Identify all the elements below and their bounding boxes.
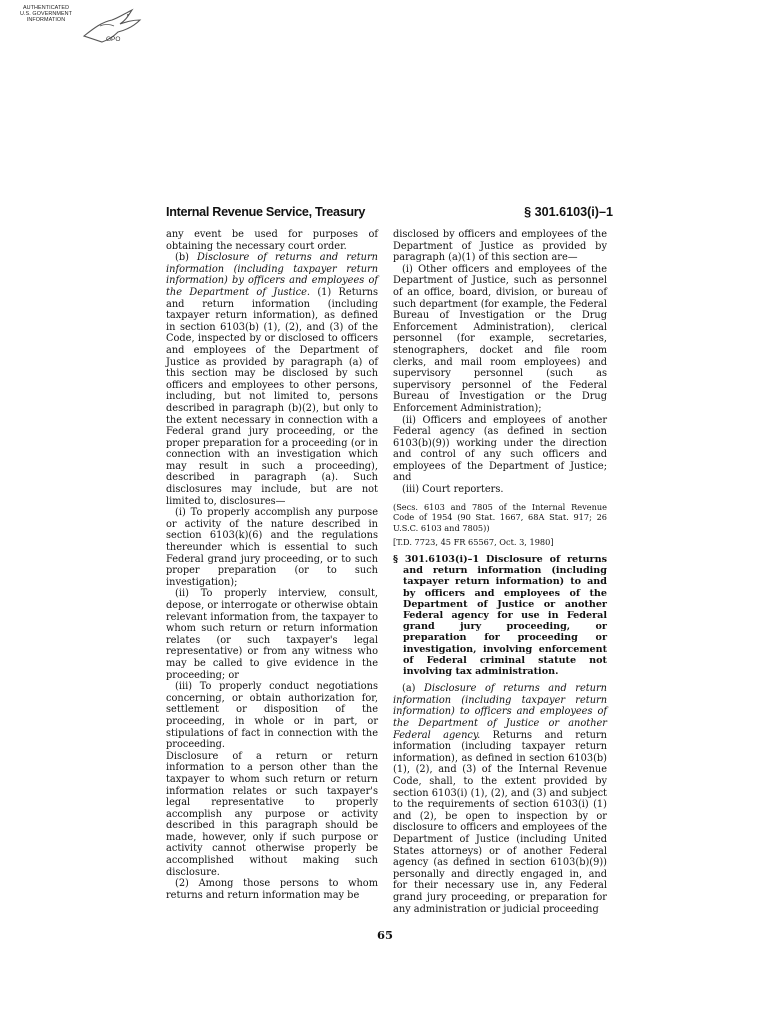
paragraph: any event be used for purposes of obtaining the necessary court order.: [166, 229, 378, 252]
paragraph-text: Returns and return information (including taxpayer return information), as defined in section 6103(b)(1), (2), and (3) of the Internal Revenue Code, shall, to the extent provided by section 6103(i) (1), (2), and (3) and subject to the requirements of section 6103(i) (1) and (2), be open to inspection by or disclosure to officers and employees of the Department of Justice (including United States attorneys) or of another Federal agency (as defined in section 6103(b)(9)) personally and directly engaged in, and for their necessary use in, any Federal grand jury proceeding, or preparation for any administration or judicial proceeding: [393, 729, 607, 915]
seal-line-3: INFORMATION: [26, 16, 66, 23]
paragraph: (i) Other officers and employees of the Department of Justice, such as personnel of an office, board, division, or bureau of such department (for example, the Federal Bureau of Investigation or the Drug Enforcement Administration), clerical personnel (for example, secretaries, stenographers, docket and file room clerks, and mail room employees) and supervisory personnel (such as supervisory personnel of the Federal Bureau of Investigation or the Drug Enforcement Administration);: [393, 263, 607, 414]
paragraph-a: [393, 683, 607, 915]
right-column: [393, 229, 607, 915]
paragraph: (iii) Court reporters.: [402, 484, 504, 496]
paragraph: (iii) To properly conduct negotiations concerning, or obtain authorization for, settlement or disposition of the proceeding, in whole or in part, or stipulations of fact in connection with the proceeding.: [166, 681, 378, 751]
left-column: [166, 229, 378, 901]
paragraph: (i) To properly accomplish any purpose or activity of the nature described in section 6103(k)(6) and the regulations thereunder which is essential to such Federal grand jury proceeding, or to such proper preparation (or to such investigation);: [166, 507, 378, 588]
source-note: [T.D. 7723, 45 FR 65567, Oct. 3, 1980]: [393, 537, 554, 548]
paragraph-b: [166, 252, 378, 507]
paragraph-label: (b): [175, 252, 189, 264]
gpo-authentication-seal: [10, 6, 146, 54]
paragraph-label: (a): [402, 683, 416, 695]
seal-line-1: AUTHENTICATED: [22, 5, 70, 11]
paragraph-text: (1) Returns and return information (including taxpayer return information), as defined in section 6103(b) (1), (2), and (3) of the Code, inspected by or disclosed to officers and employees of the Department of Justice as provided by paragraph (a) of this section may be disclosed by such officers and employees to other persons, including, but not limited to, persons described in paragraph (b)(2), but only to the extent necessary in connection with a Federal grand jury proceeding, or the proper preparation for a proceeding (or in connection with an investigation which may result in such a proceeding), described in paragraph (a). Such disclosures may include, but are not limited to, disclosures—: [166, 286, 378, 507]
paragraph-heading: Disclosure of returns and return information (including taxpayer return information) to officers and employees of the Department of Justice or another Federal agency.: [393, 683, 607, 741]
agency-title: Internal Revenue Service, Treasury: [166, 205, 366, 219]
section-number: § 301.6103(i)–1: [524, 205, 613, 219]
authority-citation: (Secs. 6103 and 7805 of the Internal Revenue Code of 1954 (90 Stat. 1667, 68A Stat. 917; 26 U.S.C. 6103 and 7805)): [393, 501, 607, 533]
gpo-label: GPO: [106, 36, 121, 43]
paragraph-heading: Disclosure of returns and return information (including taxpayer return information) by officers and employees of the Department of Justice.: [166, 252, 378, 298]
seal-line-2: U.S. GOVERNMENT: [19, 10, 73, 17]
eagle-icon: [80, 6, 146, 54]
paragraph: (ii) Officers and employees of another Federal agency (as defined in section 6103(b)(9)) working under the direction and control of any such officers and employees of the Department of Justice; and: [393, 414, 607, 484]
paragraph: (2) Among those persons to whom returns and return information may be: [166, 878, 378, 901]
page-number: 65: [376, 928, 393, 942]
running-head: [166, 205, 613, 223]
paragraph: disclosed by officers and employees of the Department of Justice as provided by paragraph (a)(1) of this section are—: [393, 229, 607, 264]
paragraph: Disclosure of a return or return information to a person other than the taxpayer to whom such return or return information relates or such taxpayer's legal representative to properly accomplish any purpose or activity described in this paragraph should be made, however, only if such purpose or activity cannot otherwise properly be accomplished without making such disclosure.: [166, 750, 378, 878]
paragraph: (ii) To properly interview, consult, depose, or interrogate or otherwise obtain relevant information from, the taxpayer to whom such return or return information relates (or such taxpayer's legal representative) or from any witness who may be called to give evidence in the proceeding; or: [166, 588, 378, 681]
seal-text: [10, 6, 82, 24]
section-heading: § 301.6103(i)–1 Disclosure of returns and return information (including taxpayer return information) to and by officers and employees of the Department of Justice or another Federal agency for use in Federal grand jury proceeding, or preparation for proceeding or investigation, involving enforcement of Federal criminal statute not involving tax administration.: [393, 554, 607, 678]
